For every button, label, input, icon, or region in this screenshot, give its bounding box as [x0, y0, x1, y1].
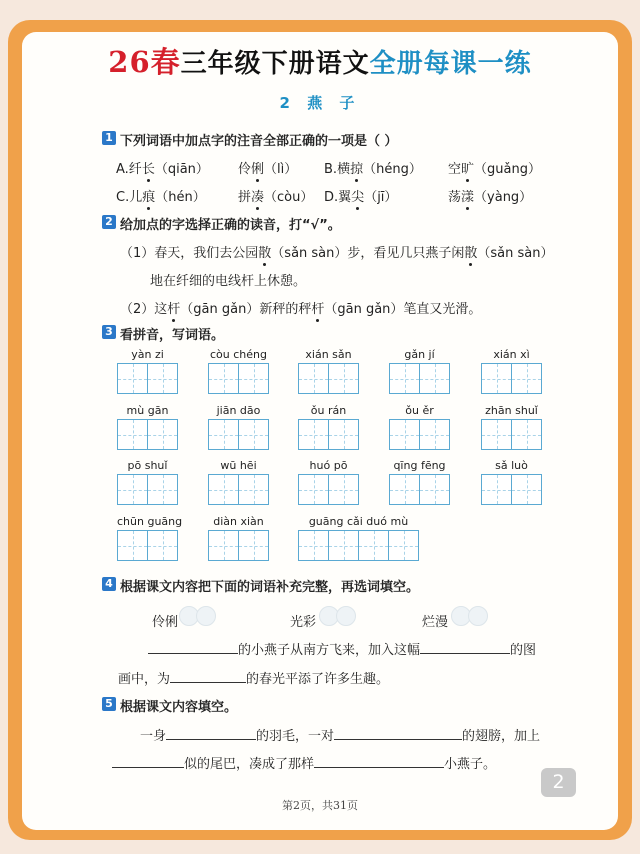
- option-char: 伶: [238, 162, 252, 177]
- option-a[interactable]: [116, 158, 209, 177]
- option-a-second: [238, 158, 297, 177]
- writing-cell[interactable]: [298, 474, 329, 505]
- pinyin-word-item: [208, 348, 269, 394]
- word-text: 光彩: [290, 615, 317, 630]
- option-pinyin: （guǎng）: [474, 162, 541, 177]
- title-part-black: 三年级下册语文: [180, 49, 370, 79]
- option-letter: C.: [116, 190, 130, 205]
- question-1-text: 下列词语中加点字的注音全部正确的一项是（ ）: [120, 134, 398, 149]
- writing-cell[interactable]: [511, 419, 542, 450]
- pinyin-label: chūn guāng: [117, 515, 183, 528]
- writing-cell[interactable]: [208, 363, 239, 394]
- page-footer: 第2页，共31页: [282, 799, 358, 812]
- writing-cell[interactable]: [328, 363, 359, 394]
- dotted-char: 长: [141, 162, 155, 177]
- question-2-sentence-2: [120, 298, 481, 317]
- option-char: 拼: [238, 190, 252, 205]
- writing-grid[interactable]: [298, 530, 419, 561]
- pinyin-word-item: [298, 459, 359, 505]
- pinyin-word-item: [298, 515, 419, 561]
- question-4-number: 4: [102, 577, 116, 591]
- writing-cell[interactable]: [117, 419, 148, 450]
- dotted-char: 散: [258, 246, 272, 261]
- sentence-text: 的羽毛，一对: [256, 729, 335, 744]
- pinyin-word-item: [298, 404, 359, 450]
- writing-cell[interactable]: [328, 419, 359, 450]
- pinyin-label: mù gān: [126, 404, 169, 417]
- writing-cell[interactable]: [389, 419, 420, 450]
- sentence-text: 小燕子。: [444, 757, 497, 772]
- option-char: 横: [337, 162, 351, 177]
- pinyin-label: xián xì: [493, 348, 530, 361]
- writing-cell[interactable]: [389, 474, 420, 505]
- dotted-char: 旷: [461, 162, 475, 177]
- pinyin-label: qīng fēng: [393, 459, 446, 472]
- writing-grid[interactable]: [389, 474, 450, 505]
- writing-grid[interactable]: [298, 474, 359, 505]
- writing-cell[interactable]: [238, 363, 269, 394]
- writing-cell[interactable]: [147, 474, 178, 505]
- pinyin-label: còu chéng: [210, 348, 267, 361]
- writing-grid[interactable]: [208, 419, 269, 450]
- writing-grid[interactable]: [117, 530, 178, 561]
- writing-grid[interactable]: [208, 474, 269, 505]
- question-2-number: 2: [102, 215, 116, 229]
- worksheet-title: [0, 40, 640, 81]
- option-char: 儿: [129, 190, 143, 205]
- writing-grid[interactable]: [208, 363, 269, 394]
- sentence-text: （sǎn sàn）: [477, 246, 554, 261]
- option-pinyin: （lì）: [264, 162, 298, 177]
- title-part-red: 26春: [108, 45, 181, 79]
- blank-circle: [468, 606, 488, 626]
- writing-grid[interactable]: [481, 363, 542, 394]
- writing-cell[interactable]: [419, 419, 450, 450]
- writing-cell[interactable]: [389, 363, 420, 394]
- pinyin-word-item: [389, 404, 450, 450]
- writing-cell[interactable]: [419, 474, 450, 505]
- question-2-sentence-1: [120, 242, 554, 261]
- lesson-heading: 2 燕 子: [279, 94, 361, 112]
- question-4-text: 根据课文内容把下面的词语补充完整，再选词填空。: [120, 580, 420, 595]
- option-char: 荡: [448, 190, 462, 205]
- sentence-text: （sǎn sàn）步，看见几只燕子闲: [271, 246, 465, 261]
- pinyin-label: jiān dāo: [216, 404, 261, 417]
- dotted-char: 痕: [142, 190, 156, 205]
- blank-circle: [196, 606, 216, 626]
- word-text: 伶俐: [152, 615, 179, 630]
- writing-cell[interactable]: [481, 419, 512, 450]
- pinyin-word-item: [117, 515, 183, 561]
- writing-cell[interactable]: [328, 474, 359, 505]
- question-2-text: 给加点的字选择正确的读音，打“√”。: [120, 218, 341, 233]
- sentence-text: 的小燕子从南方飞来，加入这幅: [238, 643, 421, 658]
- dotted-char: 尖: [351, 190, 365, 205]
- writing-grid[interactable]: [298, 363, 359, 394]
- writing-cell[interactable]: [358, 530, 389, 561]
- pinyin-label: zhān shuǐ: [485, 404, 538, 417]
- writing-cell[interactable]: [481, 363, 512, 394]
- option-pinyin: （còu）: [264, 190, 314, 205]
- sentence-text: 的春光平添了许多生趣。: [246, 672, 390, 687]
- dotted-char: 俐: [251, 162, 265, 177]
- writing-cell[interactable]: [117, 474, 148, 505]
- pinyin-word-item: [117, 404, 178, 450]
- dotted-char: 散: [464, 246, 478, 261]
- writing-grid[interactable]: [389, 419, 450, 450]
- question-3-number: 3: [102, 325, 116, 339]
- writing-cell[interactable]: [511, 363, 542, 394]
- pinyin-word-item: [117, 459, 178, 505]
- pinyin-word-item: [481, 348, 542, 394]
- question-5-line-2: [112, 753, 496, 772]
- writing-grid[interactable]: [117, 363, 178, 394]
- option-pinyin: （qiān）: [154, 162, 209, 177]
- option-c-second: [238, 186, 313, 205]
- word-fill-1[interactable]: [152, 606, 216, 630]
- writing-cell[interactable]: [238, 474, 269, 505]
- answer-blank[interactable]: [166, 738, 256, 740]
- pinyin-word-item: [481, 459, 542, 505]
- pinyin-label: huó pō: [309, 459, 348, 472]
- writing-cell[interactable]: [481, 474, 512, 505]
- pinyin-label: yàn zi: [131, 348, 164, 361]
- option-char: 翼: [338, 190, 352, 205]
- writing-cell[interactable]: [419, 363, 450, 394]
- writing-cell[interactable]: [298, 530, 329, 561]
- writing-cell[interactable]: [117, 363, 148, 394]
- pinyin-label: xián sǎn: [305, 348, 352, 361]
- pinyin-label: ǒu ěr: [405, 404, 434, 417]
- page-number-badge: 2: [541, 768, 576, 797]
- sentence-text: 似的尾巴，凑成了那样: [184, 757, 315, 772]
- pinyin-label: ǒu rán: [310, 404, 347, 417]
- option-d-second: [448, 186, 532, 205]
- sentence-text: （2）这: [120, 302, 168, 317]
- writing-grid[interactable]: [481, 474, 542, 505]
- dotted-char: 杆: [167, 302, 181, 317]
- answer-blank[interactable]: [112, 766, 184, 768]
- writing-cell[interactable]: [208, 474, 239, 505]
- writing-cell[interactable]: [328, 530, 359, 561]
- option-b[interactable]: [324, 158, 422, 177]
- option-letter: B.: [324, 162, 338, 177]
- writing-grid[interactable]: [481, 419, 542, 450]
- pinyin-label: guāng cǎi duó mù: [308, 515, 409, 528]
- writing-cell[interactable]: [117, 530, 148, 561]
- pinyin-word-item: [208, 404, 269, 450]
- writing-cell[interactable]: [238, 530, 269, 561]
- dotted-char: 凑: [251, 190, 265, 205]
- title-part-blue: 全册每课一练: [369, 49, 532, 79]
- option-pinyin: （jī）: [364, 190, 398, 205]
- question-5-number: 5: [102, 697, 116, 711]
- pinyin-word-item: [389, 459, 450, 505]
- pinyin-word-item: [481, 404, 542, 450]
- dotted-char: 漾: [461, 190, 475, 205]
- writing-grid[interactable]: [117, 474, 178, 505]
- word-fill-2[interactable]: [290, 606, 356, 630]
- writing-cell[interactable]: [208, 530, 239, 561]
- pinyin-label: wū hēi: [220, 459, 257, 472]
- writing-grid[interactable]: [298, 419, 359, 450]
- pinyin-word-item: [208, 515, 269, 561]
- question-3-text: 看拼音，写词语。: [120, 328, 225, 343]
- question-5-line-1: [140, 725, 540, 744]
- sentence-text: （gān gǎn）新秤的秤: [180, 302, 312, 317]
- dotted-char: 掠: [350, 162, 364, 177]
- sentence-text: 的翅膀，加上: [462, 729, 541, 744]
- question-2-sentence-1-cont: 地在纤细的电线杆上休憩。: [150, 274, 307, 289]
- pinyin-word-item: [298, 348, 359, 394]
- option-b-second: [448, 158, 541, 177]
- question-5-text: 根据课文内容填空。: [120, 700, 238, 715]
- pinyin-label: pō shuǐ: [127, 459, 168, 472]
- answer-blank[interactable]: [170, 681, 246, 683]
- pinyin-word-item: [389, 348, 450, 394]
- writing-grid[interactable]: [117, 419, 178, 450]
- writing-cell[interactable]: [298, 419, 329, 450]
- option-char: 纤: [128, 162, 142, 177]
- sentence-text: 画中，为: [118, 672, 171, 687]
- writing-cell[interactable]: [298, 363, 329, 394]
- option-pinyin: （yàng）: [474, 190, 533, 205]
- answer-blank[interactable]: [314, 766, 444, 768]
- sentence-text: （gān gǎn）笔直又光滑。: [324, 302, 482, 317]
- answer-blank[interactable]: [148, 652, 238, 654]
- pinyin-word-item: [117, 348, 178, 394]
- question-4-line-1: [148, 639, 536, 658]
- word-text: 烂漫: [422, 615, 449, 630]
- question-4-line-2: [118, 668, 389, 687]
- writing-grid[interactable]: [208, 530, 269, 561]
- option-letter: D.: [324, 190, 339, 205]
- pinyin-label: gǎn jí: [404, 348, 435, 361]
- option-c[interactable]: [116, 186, 206, 205]
- option-char: 空: [448, 162, 462, 177]
- sentence-text: （1）春天，我们去公园: [120, 246, 259, 261]
- writing-cell[interactable]: [147, 530, 178, 561]
- answer-blank[interactable]: [334, 738, 462, 740]
- option-d[interactable]: [324, 186, 397, 205]
- sentence-text: 一身: [140, 729, 167, 744]
- blank-circle: [336, 606, 356, 626]
- writing-cell[interactable]: [388, 530, 419, 561]
- writing-cell[interactable]: [238, 419, 269, 450]
- writing-cell[interactable]: [208, 419, 239, 450]
- option-pinyin: （héng）: [363, 162, 422, 177]
- writing-cell[interactable]: [147, 363, 178, 394]
- pinyin-label: sǎ luò: [495, 459, 528, 472]
- answer-blank[interactable]: [420, 652, 510, 654]
- question-1-number: 1: [102, 131, 116, 145]
- option-pinyin: （hén）: [155, 190, 206, 205]
- writing-cell[interactable]: [511, 474, 542, 505]
- word-fill-3[interactable]: [422, 606, 488, 630]
- sentence-text: 的图: [510, 643, 537, 658]
- pinyin-word-item: [208, 459, 269, 505]
- option-letter: A.: [116, 162, 129, 177]
- pinyin-label: diàn xiàn: [213, 515, 264, 528]
- dotted-char: 杆: [311, 302, 325, 317]
- writing-grid[interactable]: [389, 363, 450, 394]
- writing-cell[interactable]: [147, 419, 178, 450]
